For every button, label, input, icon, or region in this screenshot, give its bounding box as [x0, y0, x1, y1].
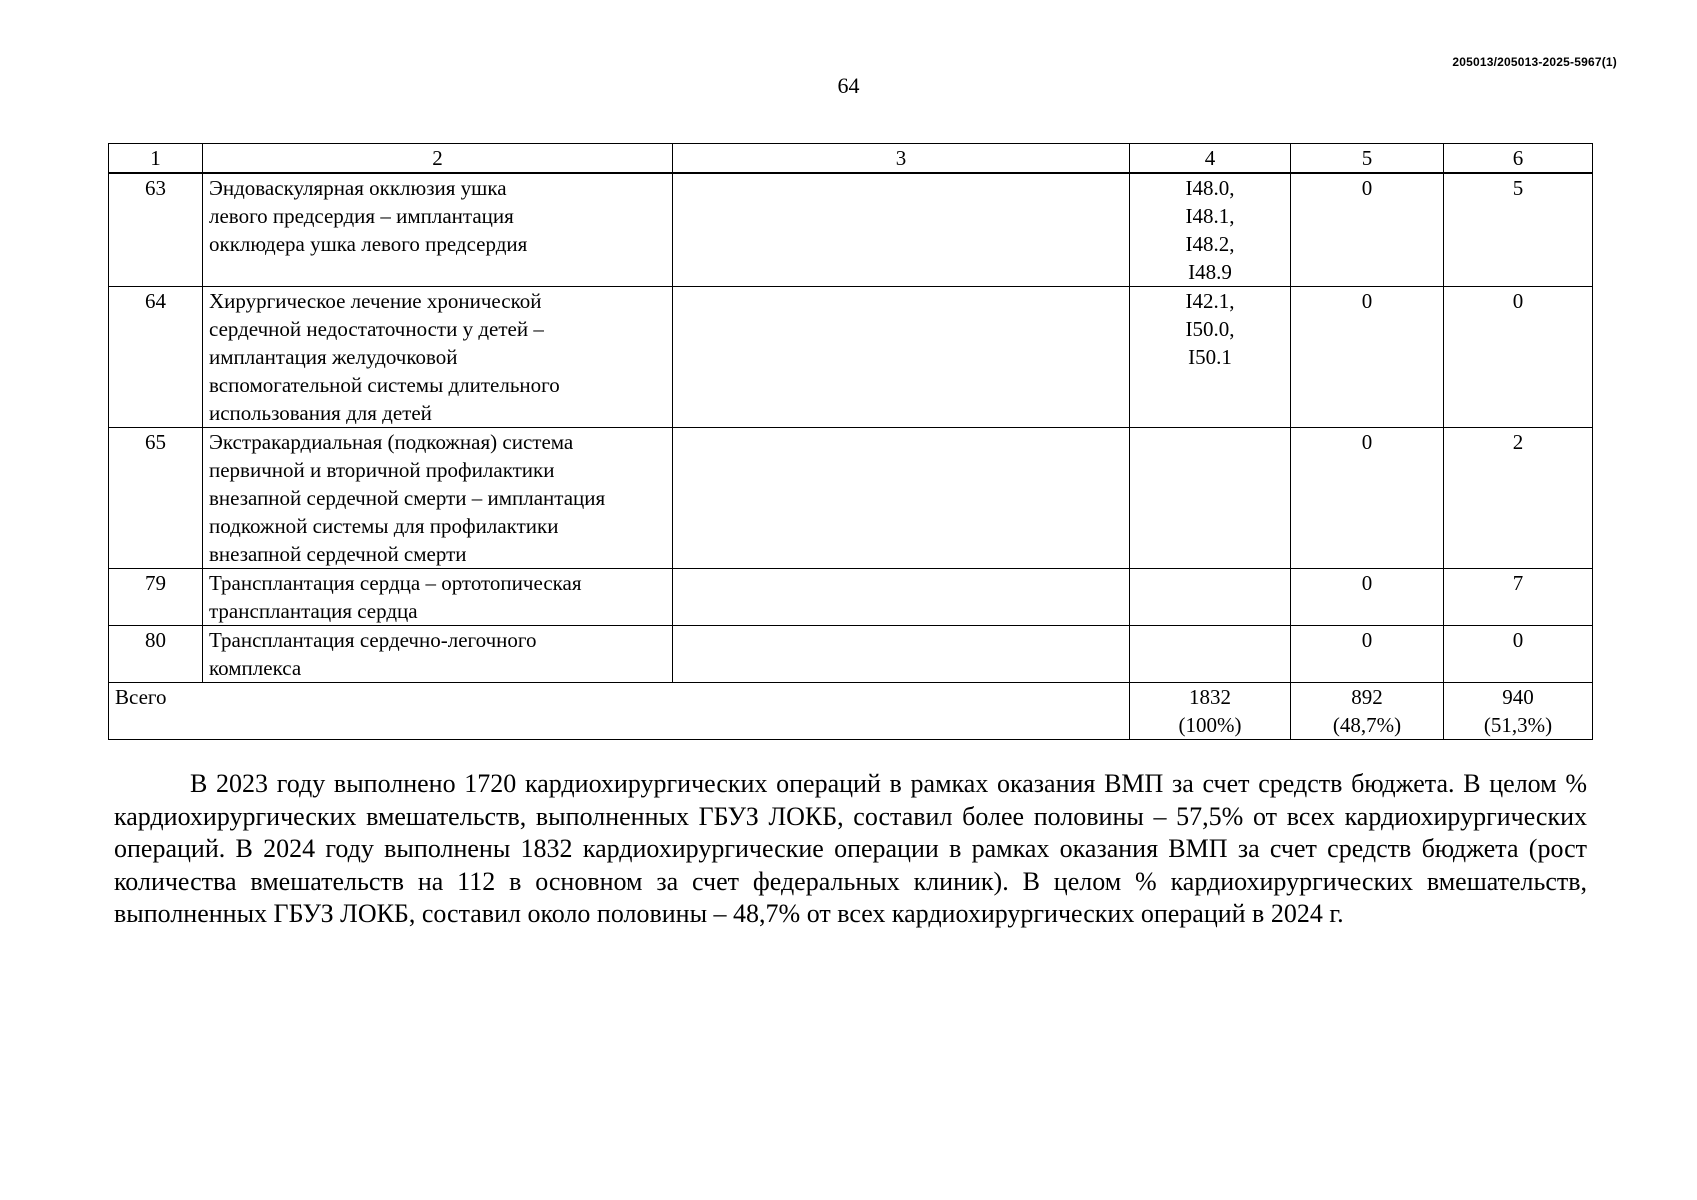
body-paragraph [114, 768, 1587, 931]
column-3-cell [673, 569, 1130, 626]
table-header-cell: 4 [1130, 144, 1291, 174]
total-row [109, 683, 1593, 740]
column-5-cell: 0 [1291, 428, 1444, 569]
table-header-cell: 6 [1444, 144, 1593, 174]
table-row [109, 287, 1593, 428]
procedure-name-cell: Трансплантация сердца – ортотопическая трансплантация сердца [203, 569, 673, 626]
column-3-cell [673, 287, 1130, 428]
page-number: 64 [837, 73, 860, 98]
table-row [109, 569, 1593, 626]
column-6-cell: 7 [1444, 569, 1593, 626]
procedure-name-cell: Эндоваскулярная окклюзия ушка левого предсердия – имплантация окклюдера ушка левого предсердия [203, 173, 673, 287]
row-number-cell: 65 [109, 428, 203, 569]
table-header-cell: 3 [673, 144, 1130, 174]
table-header-cell: 1 [109, 144, 203, 174]
column-5-cell: 0 [1291, 626, 1444, 683]
procedure-name-cell: Экстракардиальная (подкожная) система первичной и вторичной профилактики внезапной сердечной смерти – имплантация подкожной системы для профилактики внезапной сердечной смерти [203, 428, 673, 569]
total-column-6-cell: 940 (51,3%) [1444, 683, 1593, 740]
table-header-cell: 2 [203, 144, 673, 174]
diagnosis-codes-cell [1130, 626, 1291, 683]
column-5-cell: 0 [1291, 173, 1444, 287]
diagnosis-codes-cell: I42.1, I50.0, I50.1 [1130, 287, 1291, 428]
row-number-cell: 79 [109, 569, 203, 626]
diagnosis-codes-cell [1130, 569, 1291, 626]
table-row [109, 428, 1593, 569]
column-6-cell: 0 [1444, 287, 1593, 428]
column-6-cell: 5 [1444, 173, 1593, 287]
column-3-cell [673, 428, 1130, 569]
diagnosis-codes-cell: I48.0, I48.1, I48.2, I48.9 [1130, 173, 1291, 287]
row-number-cell: 80 [109, 626, 203, 683]
column-5-cell: 0 [1291, 569, 1444, 626]
table-header-cell: 5 [1291, 144, 1444, 174]
procedure-name-cell: Хирургическое лечение хронической сердечной недостаточности у детей – имплантация желудочковой вспомогательной системы длительного использования для детей [203, 287, 673, 428]
total-label-cell: Всего [109, 683, 1130, 740]
row-number-cell: 64 [109, 287, 203, 428]
diagnosis-codes-cell [1130, 428, 1291, 569]
column-5-cell: 0 [1291, 287, 1444, 428]
table-row [109, 626, 1593, 683]
row-number-cell: 63 [109, 173, 203, 287]
document-id: 205013/205013-2025-5967(1) [1452, 55, 1617, 69]
column-3-cell [673, 626, 1130, 683]
column-6-cell: 2 [1444, 428, 1593, 569]
table-header-row [109, 144, 1593, 174]
procedure-name-cell: Трансплантация сердечно-легочного комплекса [203, 626, 673, 683]
column-6-cell: 0 [1444, 626, 1593, 683]
paragraph-text: В 2023 году выполнено 1720 кардиохирургических операций в рамках оказания ВМП за счет средств бюджета. В целом % кардиохирургических вмешательств, выполненных ГБУЗ ЛОКБ, составил более половины – 57,5% от всех кардиохирургических операций. В 2024 году выполнены 1832 кардиохирургические операции в рамках оказания ВМП за счет средств бюджета (рост количества вмешательств на 112 в основном за счет федеральных клиник). В целом % кардиохирургических вмешательств, выполненных ГБУЗ ЛОКБ, составил около половины – 48,7% от всех кардиохирургических операций в 2024 г. [114, 769, 1587, 928]
column-3-cell [673, 173, 1130, 287]
data-table [108, 143, 1593, 740]
total-column-4-cell: 1832 (100%) [1130, 683, 1291, 740]
table-row [109, 173, 1593, 287]
total-column-5-cell: 892 (48,7%) [1291, 683, 1444, 740]
